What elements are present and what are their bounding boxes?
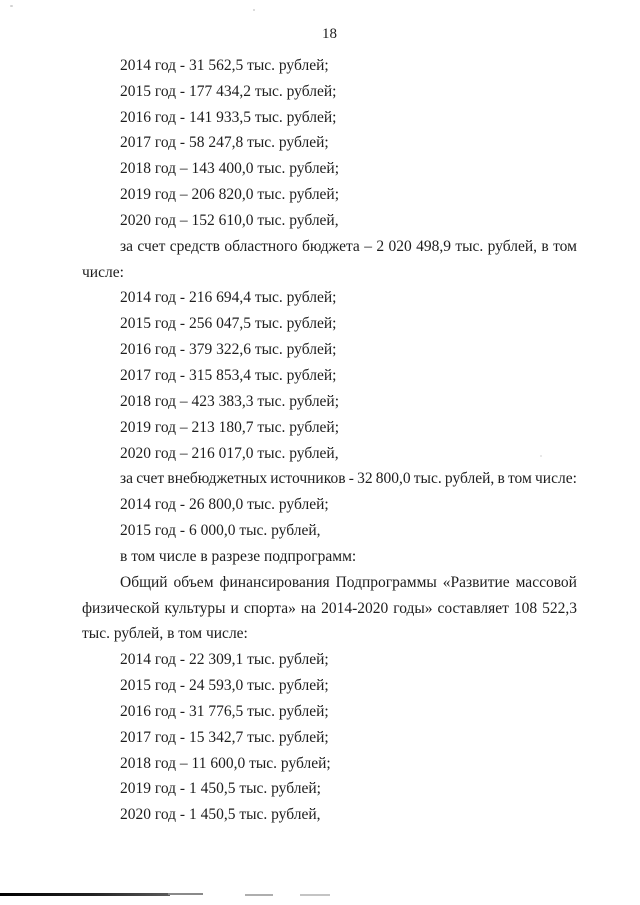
text-line: 2015 год - 6 000,0 тыс. рублей, xyxy=(120,522,321,540)
word: тыс. xyxy=(455,237,484,255)
word: рублей, xyxy=(487,237,538,255)
scan-artifact-line-dark xyxy=(0,893,170,896)
page-number: 18 xyxy=(322,26,337,42)
scan-artifact-line-faint xyxy=(245,894,273,896)
scan-artifact-line-faintest xyxy=(300,894,330,896)
word: в xyxy=(497,470,505,488)
word: внебюджетных xyxy=(167,470,268,488)
text-line: 2020 год – 216 017,0 тыс. рублей, xyxy=(120,444,339,462)
text-line: 2016 год - 31 776,5 тыс. рублей; xyxy=(120,702,329,720)
word: 800,0 xyxy=(375,470,411,488)
word: источников xyxy=(270,470,346,488)
text-line: в том числе в разрезе подпрограмм: xyxy=(120,547,357,565)
word: - xyxy=(348,470,354,488)
text-line: 2015 год - 177 434,2 тыс. рублей; xyxy=(120,82,337,100)
text-line xyxy=(82,466,577,492)
text-line: 2016 год - 141 933,5 тыс. рублей; xyxy=(120,108,337,126)
word: «Развитие xyxy=(442,573,510,591)
text-line: 2014 год - 31 562,5 тыс. рублей; xyxy=(120,56,329,74)
text-line: 2018 год – 423 383,3 тыс. рублей; xyxy=(120,392,340,410)
text-line xyxy=(82,570,577,596)
word: областного xyxy=(224,237,298,255)
word: тыс. xyxy=(413,470,442,488)
word: Подпрограммы xyxy=(335,573,437,591)
word: в xyxy=(541,237,549,255)
word: 32 xyxy=(357,470,373,488)
word: за xyxy=(120,237,134,255)
word: физической xyxy=(82,599,160,617)
text-line: 2016 год - 379 322,6 тыс. рублей; xyxy=(120,341,337,359)
text-line: 2018 год – 143 400,0 тыс. рублей; xyxy=(120,160,340,178)
word: 020 xyxy=(388,237,412,255)
text-line: 2019 год – 213 180,7 тыс. рублей; xyxy=(120,418,340,436)
word: том xyxy=(553,237,577,255)
scan-noise-dot xyxy=(253,9,255,11)
word: годы» xyxy=(393,599,433,617)
word: составляет xyxy=(437,599,509,617)
word: Общий xyxy=(120,573,168,591)
text-line: 2014 год - 216 694,4 тыс. рублей; xyxy=(120,289,337,307)
word: 108 xyxy=(513,599,538,617)
word: 2 xyxy=(376,237,385,255)
text-line: 2020 год – 152 610,0 тыс. рублей, xyxy=(120,211,339,229)
text-line: тыс. рублей, в том числе: xyxy=(82,625,248,643)
word: и xyxy=(230,599,239,617)
word: 522,3 xyxy=(542,599,577,617)
text-line: числе: xyxy=(82,263,124,281)
scan-noise-dot xyxy=(10,5,13,7)
word: счет xyxy=(137,237,166,255)
word: спорта» xyxy=(243,599,296,617)
word: счет xyxy=(136,470,165,488)
word: бюджета xyxy=(302,237,360,255)
word: рублей, xyxy=(444,470,495,488)
word: объем xyxy=(173,573,214,591)
word: числе: xyxy=(534,470,577,488)
text-line: 2014 год - 22 309,1 тыс. рублей; xyxy=(120,651,329,669)
text-line: 2014 год - 26 800,0 тыс. рублей; xyxy=(120,496,329,514)
word: за xyxy=(120,470,134,488)
text-line: 2017 год - 58 247,8 тыс. рублей; xyxy=(120,134,329,152)
page-content xyxy=(82,22,577,828)
text-line: 2017 год - 15 342,7 тыс. рублей; xyxy=(120,728,329,746)
text-line: 2015 год - 256 047,5 тыс. рублей; xyxy=(120,315,337,333)
text-line: 2015 год - 24 593,0 тыс. рублей; xyxy=(120,677,329,695)
text-line: 2017 год - 315 853,4 тыс. рублей; xyxy=(120,366,337,384)
word: средств xyxy=(169,237,220,255)
word: том xyxy=(507,470,532,488)
word: культуры xyxy=(164,599,226,617)
text-line: 2019 год - 1 450,5 тыс. рублей; xyxy=(120,780,321,798)
text-line: 2019 год – 206 820,0 тыс. рублей; xyxy=(120,186,340,204)
text-line xyxy=(82,234,577,260)
scan-artifact-line-gray xyxy=(168,893,203,895)
word: 2014-2020 xyxy=(321,599,389,617)
scan-noise-dot xyxy=(540,455,542,457)
text-line xyxy=(82,596,577,622)
word: финансирования xyxy=(219,573,330,591)
word: массовой xyxy=(515,573,577,591)
text-line: 2020 год - 1 450,5 тыс. рублей, xyxy=(120,806,321,824)
word: на xyxy=(300,599,317,617)
word: 498,9 xyxy=(416,237,451,255)
word: – xyxy=(364,237,372,255)
document-body xyxy=(82,53,577,828)
text-line: 2018 год – 11 600,0 тыс. рублей; xyxy=(120,754,331,772)
